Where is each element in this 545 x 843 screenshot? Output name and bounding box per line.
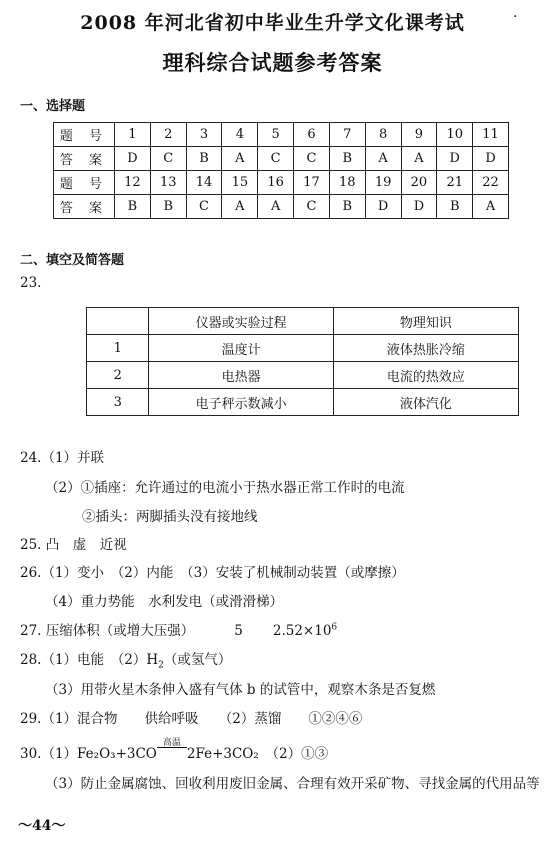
q23-row	[87, 362, 519, 389]
choice-cell: A	[222, 147, 258, 171]
choice-cell: 2	[150, 123, 186, 147]
choice-cell: B	[437, 195, 473, 219]
q23-cell: 电热器	[149, 362, 333, 389]
choice-cell: D	[473, 147, 509, 171]
q27-exponent: 6	[331, 622, 338, 633]
choice-row-label: 答 案	[54, 195, 115, 219]
q23-row	[87, 389, 519, 416]
q23-cell: 液体热胀冷缩	[333, 335, 518, 362]
document-subtitle: 理科综合试题参考答案	[162, 51, 383, 75]
q23-header-cell: 物理知识	[333, 308, 518, 335]
question-23-number: 23.	[20, 275, 42, 291]
choice-cell: 6	[294, 123, 330, 147]
q23-header-cell	[87, 308, 149, 335]
q23-cell: 温度计	[149, 335, 333, 362]
choice-table-row	[54, 195, 509, 219]
q23-cell: 3	[87, 389, 149, 416]
choice-cell: C	[186, 195, 222, 219]
choice-cell: 11	[473, 123, 509, 147]
choice-cell: B	[329, 147, 365, 171]
choice-cell: 18	[329, 171, 365, 195]
q24-line-2: （2）①插座：允许通过的电流小于热水器正常工作时的电流	[45, 480, 405, 496]
choice-cell: 9	[401, 123, 437, 147]
reaction-condition: 高温	[157, 746, 187, 762]
choice-cell: 12	[115, 171, 151, 195]
choice-cell: 7	[329, 123, 365, 147]
section-heading-fill: 二、填空及简答题	[20, 253, 125, 268]
q30-part-post: 2Fe+3CO₂ （2）①③	[186, 746, 329, 762]
choice-cell: 14	[186, 171, 222, 195]
choice-row-label: 题 号	[54, 123, 115, 147]
choice-cell: A	[222, 195, 258, 219]
q25-line: 25. 凸 虚 近视	[20, 537, 127, 553]
choice-cell: C	[294, 195, 330, 219]
choice-cell: 16	[258, 171, 294, 195]
q27-part-a: 27. 压缩体积（或增大压强）	[20, 623, 195, 639]
choice-cell: C	[150, 147, 186, 171]
q27-part-b: 5	[234, 623, 243, 639]
choice-cell: C	[258, 147, 294, 171]
q26-line-2: （4）重力势能 水利发电（或滑滑梯）	[45, 594, 284, 610]
choice-cell: C	[294, 147, 330, 171]
q23-cell: 电流的热效应	[333, 362, 518, 389]
q23-cell: 1	[87, 335, 149, 362]
q23-cell: 液体汽化	[333, 389, 518, 416]
choice-cell: B	[186, 147, 222, 171]
choice-cell: 8	[365, 123, 401, 147]
q30-part-pre: 30.（1）Fe₂O₃+3CO	[20, 746, 157, 762]
choice-cell: A	[473, 195, 509, 219]
choice-cell: D	[115, 147, 151, 171]
choice-row-label: 题 号	[54, 171, 115, 195]
choice-cell: 17	[294, 171, 330, 195]
q28-part-b: （或氢气）	[163, 652, 232, 668]
choice-cell: D	[401, 195, 437, 219]
q24-line-3: ②插头：两脚插头没有接地线	[82, 509, 258, 525]
choice-cell: 13	[150, 171, 186, 195]
q29-line: 29.（1）混合物 供给呼吸 （2）蒸馏 ①②④⑥	[20, 711, 363, 727]
choice-table-row	[54, 123, 509, 147]
choice-table-row	[54, 171, 509, 195]
choice-answer-table	[53, 122, 509, 219]
choice-cell: A	[365, 147, 401, 171]
choice-cell: A	[401, 147, 437, 171]
choice-cell: 19	[365, 171, 401, 195]
q23-cell: 电子秤示数减小	[149, 389, 333, 416]
choice-cell: B	[115, 195, 151, 219]
q23-header-cell: 仪器或实验过程	[149, 308, 333, 335]
q26-line-1: 26.（1）变小 （2）内能 （3）安装了机械制动装置（或摩擦）	[20, 565, 405, 581]
q28-line-2: （3）用带火星木条伸入盛有气体 b 的试管中，观察木条是否复燃	[45, 682, 436, 698]
section-heading-choice: 一、选择题	[20, 99, 86, 114]
q23-cell: 2	[87, 362, 149, 389]
q30-line-2: （3）防止金属腐蚀、回收利用废旧金属、合理有效开采矿物、寻找金属的代用品等	[45, 776, 540, 792]
document-title: 2008 年河北省初中毕业生升学文化课考试	[80, 12, 465, 34]
q27-line	[20, 619, 337, 639]
choice-cell: 5	[258, 123, 294, 147]
choice-cell: A	[258, 195, 294, 219]
choice-cell: 4	[222, 123, 258, 147]
choice-cell: B	[150, 195, 186, 219]
q28-part-a: 28.（1）电能 （2）H	[20, 652, 159, 668]
choice-cell: 22	[473, 171, 509, 195]
choice-cell: 20	[401, 171, 437, 195]
choice-row-label: 答 案	[54, 147, 115, 171]
q23-header-row	[87, 308, 519, 335]
choice-cell: 3	[186, 123, 222, 147]
choice-table-row	[54, 147, 509, 171]
q23-row	[87, 335, 519, 362]
q23-table	[86, 307, 519, 416]
q28-line-1	[20, 648, 231, 671]
page-number: ～44～	[18, 818, 66, 834]
choice-cell: 10	[437, 123, 473, 147]
q30-line-1	[20, 738, 329, 762]
q27-part-c: 2.52×10	[272, 623, 332, 639]
choice-cell: 15	[222, 171, 258, 195]
choice-cell: D	[365, 195, 401, 219]
choice-cell: B	[329, 195, 365, 219]
q28-subscript: 2	[158, 660, 164, 671]
q24-line-1: 24.（1）并联	[20, 450, 105, 466]
stray-mark: ·	[513, 9, 518, 25]
choice-cell: 1	[115, 123, 151, 147]
choice-cell: D	[437, 147, 473, 171]
choice-cell: 21	[437, 171, 473, 195]
